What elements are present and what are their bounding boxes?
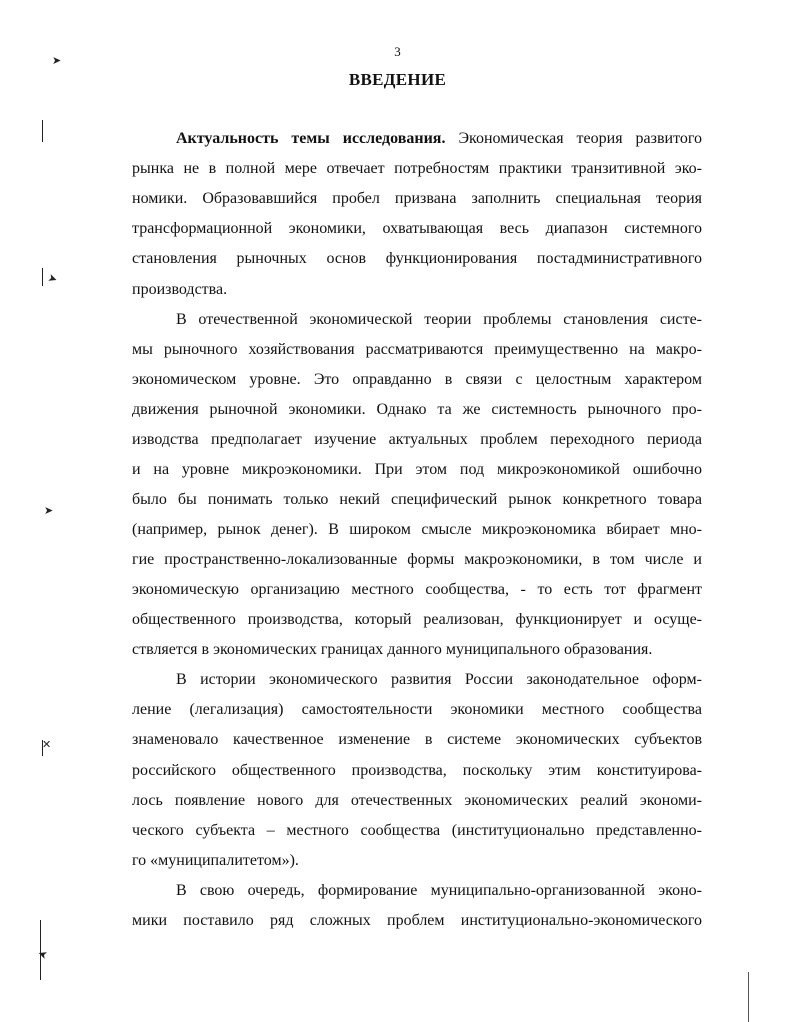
scan-tick-icon: ➤ — [52, 54, 62, 67]
text-line: знаменовало качественное изменение в системе экономических субъектов — [132, 731, 702, 748]
text-line: мы рыночного хозяйствования рассматриваются преимущественно на макро- — [132, 341, 702, 358]
text-line: лось появление нового для отечественных экономических реалий экономи- — [132, 792, 702, 809]
scan-tick-icon: ➤ — [36, 946, 50, 963]
scan-edge-line — [748, 972, 749, 1022]
scan-tick-icon: ➤ — [46, 270, 60, 287]
scan-mark — [42, 120, 43, 142]
text-line: экономическом уровне. Это оправданно в связи с целостным характером — [132, 371, 702, 388]
text-line: ческого субъекта – местного сообщества (институционально представленно- — [132, 822, 702, 839]
text-line: изводства предполагает изучение актуальных проблем переходного периода — [132, 431, 702, 448]
page-number: 3 — [394, 44, 401, 59]
text-line: было бы понимать только некий специфический рынок конкретного товара — [132, 491, 702, 508]
page-title: ВВЕДЕНИЕ — [348, 70, 447, 89]
text-line: и на уровне микроэкономики. При этом под микроэкономикой ошибочно — [132, 461, 702, 478]
text-line: становления рыночных основ функционирования постадминистративного — [132, 250, 702, 267]
text-line: движения рыночной экономики. Однако та же системность рыночного про- — [132, 401, 702, 418]
text-line: производства. — [132, 281, 228, 298]
text-line: В истории экономического развития России законодательное оформ- — [176, 671, 702, 688]
text-line: гие пространственно-локализованные формы макроэкономики, в том числе и — [132, 551, 702, 568]
text-line: ление (легализация) самостоятельности экономики местного сообщества — [132, 701, 702, 718]
scan-tick-icon: ✕ — [42, 738, 52, 751]
text-line: экономическую организацию местного сообщества, - то есть тот фрагмент — [132, 581, 702, 598]
text-line: мики поставило ряд сложных проблем институционально-экономического — [132, 912, 702, 929]
text-line: (например, рынок денег). В широком смысле микроэкономика вбирает мно- — [132, 521, 702, 538]
text-line: го «муниципалитетом»). — [132, 852, 299, 869]
scan-tick-icon: ➤ — [44, 504, 54, 517]
text-line: номики. Образовавшийся пробел призвана заполнить специальная теория — [132, 190, 702, 207]
scan-mark — [42, 268, 43, 286]
text-line: В свою очередь, формирование муниципально-организованной эконо- — [176, 882, 702, 899]
text-line: рынка не в полной мере отвечает потребностям практики транзитивной эко- — [132, 160, 702, 177]
text-line: российского общественного производства, поскольку этим конституирова- — [132, 762, 702, 779]
text-line: В отечественной экономической теории проблемы становления систе- — [176, 311, 702, 328]
text-line: трансформационной экономики, охватывающая весь диапазон системного — [132, 220, 702, 237]
text-line: Актуальность темы исследования. Экономическая теория развитого — [176, 130, 703, 147]
text-line: общественного производства, который реализован, функционирует и осуще- — [132, 611, 702, 628]
section-lead: Актуальность темы исследования. — [176, 130, 446, 147]
text-line: ствляется в экономических границах данного муниципального образования. — [132, 641, 653, 658]
